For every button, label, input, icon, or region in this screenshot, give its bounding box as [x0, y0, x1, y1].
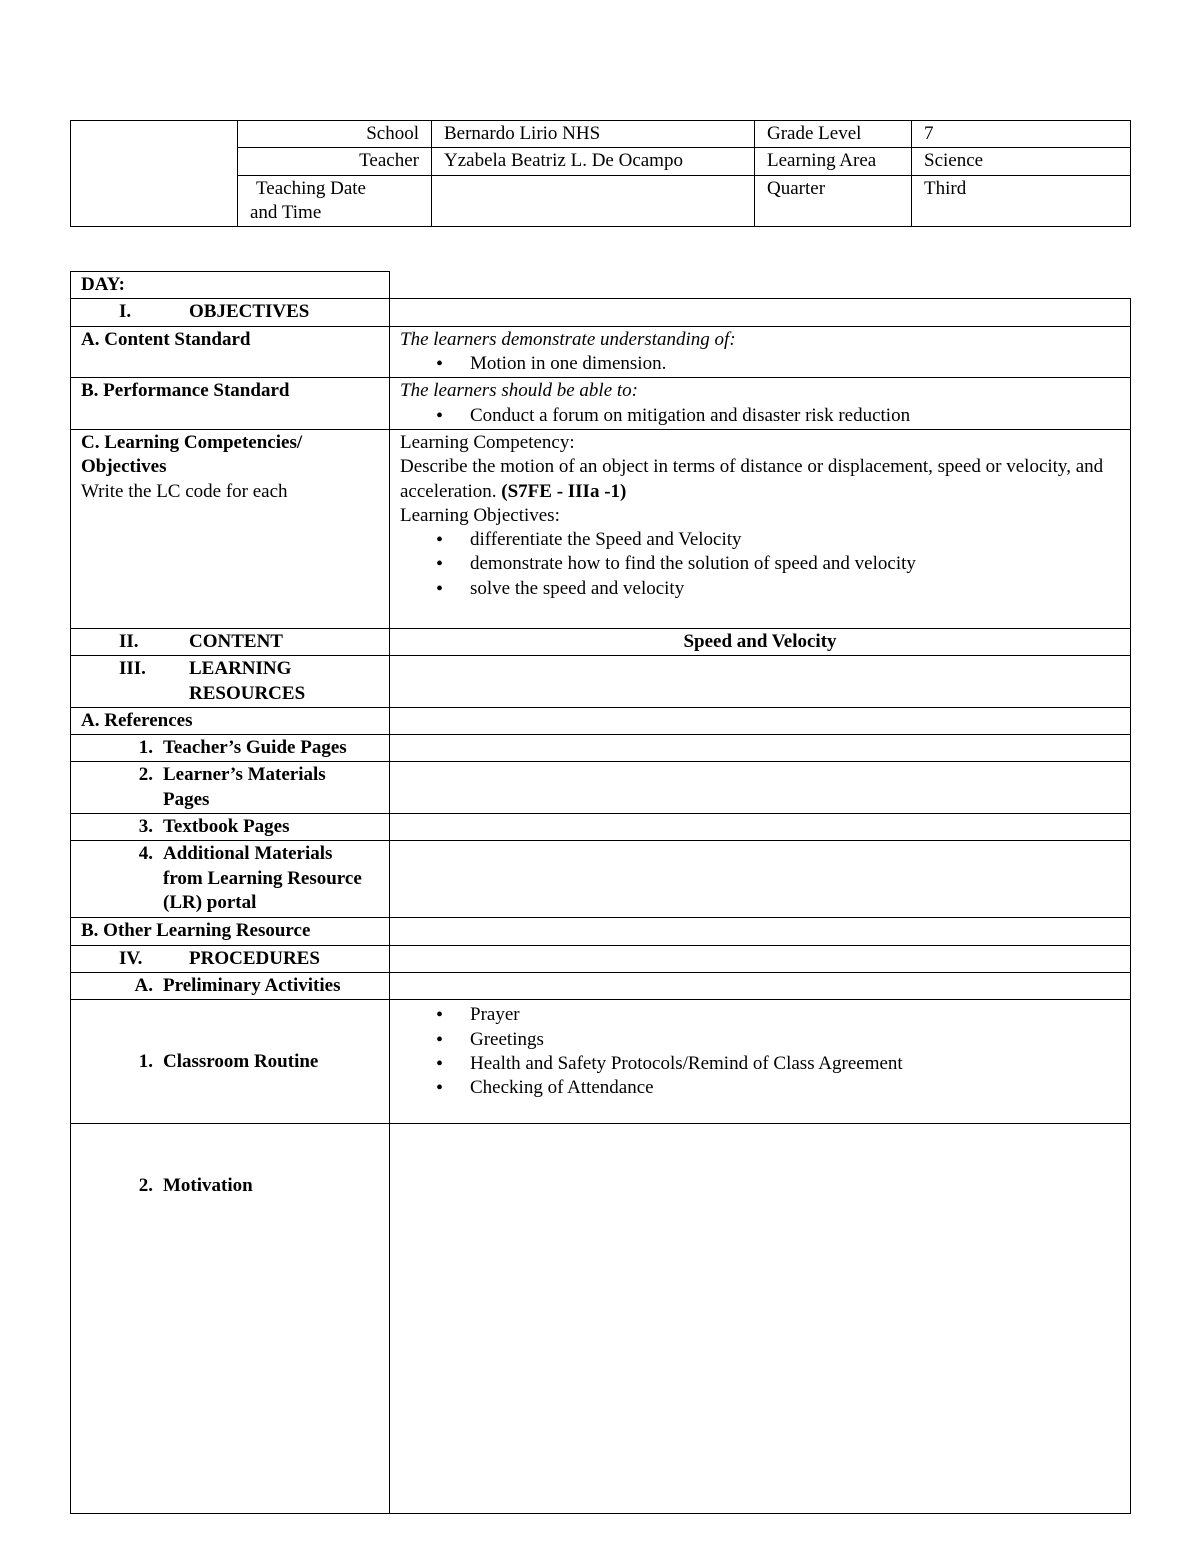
references-label: A. References [71, 707, 390, 734]
ref-label: Textbook Pages [163, 816, 290, 838]
ref-value-teachers-guide [390, 735, 1131, 762]
resources-label-line1: LEARNING [189, 658, 292, 680]
teaching-date-label [238, 175, 432, 227]
preliminary-value [390, 973, 1131, 1000]
content-standard-label: A. Content Standard [71, 326, 390, 378]
competencies-label-line3: Write the LC code for each [81, 480, 288, 502]
ref-value-textbook [390, 814, 1131, 841]
list-item: • differentiate the Speed and Velocity [400, 528, 1120, 552]
ref-label-line2: Pages [163, 788, 210, 810]
lesson-plan-table [70, 271, 1131, 1514]
ref-item-learners-materials [71, 762, 390, 814]
learning-objectives-list [400, 528, 1120, 601]
performance-standard-label: B. Performance Standard [71, 378, 390, 430]
lc-description [400, 455, 1120, 504]
content-standard-intro: The learners demonstrate understanding of: [400, 328, 736, 350]
quarter-value: Third [912, 175, 1131, 227]
lc-text: Describe the motion of an object in terms of distance or displacement, speed or velocity, and acceleration. [400, 456, 1104, 502]
competencies-label [71, 429, 390, 628]
lc-heading: Learning Competency: [400, 431, 575, 453]
ref-item-teachers-guide [71, 735, 390, 762]
performance-standard-list [400, 404, 1120, 428]
ref-item-additional-materials [71, 841, 390, 918]
motivation-num: 2. [138, 1175, 153, 1197]
procedures-num: IV. [119, 947, 143, 969]
references-value [390, 707, 1131, 734]
other-resource-label: B. Other Learning Resource [71, 918, 390, 945]
teacher-value: Yzabela Beatriz L. De Ocampo [432, 148, 755, 175]
grade-level-label: Grade Level [755, 121, 912, 148]
objectives-label: OBJECTIVES [189, 301, 310, 323]
header-table [70, 120, 1131, 227]
routine-label: Classroom Routine [163, 1050, 319, 1072]
ref-label: Teacher’s Guide Pages [163, 737, 347, 759]
performance-standard-intro: The learners should be able to: [400, 380, 639, 402]
resources-heading [71, 656, 390, 708]
objectives-value [390, 299, 1131, 326]
ref-num: 2. [138, 764, 153, 786]
content-standard-list [400, 352, 1120, 376]
preliminary-heading [71, 973, 390, 1000]
procedures-heading [71, 945, 390, 972]
list-item: • Greetings [400, 1028, 1120, 1052]
motivation-label-cell [71, 1124, 390, 1514]
ref-label-line3: (LR) portal [163, 892, 257, 913]
performance-standard-value [390, 378, 1131, 430]
preliminary-label: Preliminary Activities [163, 975, 341, 996]
school-label: School [238, 121, 432, 148]
other-resource-value [390, 918, 1131, 945]
ref-num: 4. [138, 843, 153, 865]
day-value [390, 272, 1131, 299]
routine-value [390, 1000, 1131, 1124]
learning-area-value: Science [912, 148, 1131, 175]
content-standard-value [390, 326, 1131, 378]
ref-label-line1: Learner’s Materials [163, 764, 326, 786]
content-num: II. [119, 630, 139, 652]
lc-code: (S7FE - IIIa -1) [501, 480, 627, 502]
content-value: Speed and Velocity [390, 628, 1131, 655]
routine-label-cell [71, 1000, 390, 1124]
teaching-date-label-line1: Teaching Date [256, 177, 366, 199]
resources-row [81, 657, 379, 706]
ref-item-textbook [71, 814, 390, 841]
ref-value-learners-materials [390, 762, 1131, 814]
teaching-date-value [432, 175, 755, 227]
objectives-heading [71, 299, 390, 326]
list-item: • Checking of Attendance [400, 1076, 1120, 1100]
teacher-label: Teacher [238, 148, 432, 175]
competencies-label-line1: C. Learning Competencies/ [81, 431, 303, 453]
list-item: • Health and Safety Protocols/Remind of Class Agreement [400, 1052, 1120, 1076]
motivation-label: Motivation [163, 1175, 253, 1197]
preliminary-num: A. [134, 975, 153, 996]
routine-num: 1. [138, 1050, 153, 1072]
ref-label [163, 842, 379, 915]
routine-list [400, 1003, 1120, 1100]
resources-label-line2: RESOURCES [189, 682, 306, 704]
grade-level-value: 7 [912, 121, 1131, 148]
ref-label-line2: from Learning Resource [163, 867, 362, 889]
resources-label [189, 657, 379, 706]
procedures-label: PROCEDURES [189, 947, 320, 969]
teaching-date-label-line2: and Time [250, 201, 322, 223]
list-item: • solve the speed and velocity [400, 577, 1120, 601]
ref-num: 3. [138, 816, 153, 838]
procedures-value [390, 945, 1131, 972]
resources-value [390, 656, 1131, 708]
competencies-label-line2: Objectives [81, 456, 167, 478]
header-blank-cell [71, 121, 238, 227]
ref-num: 1. [138, 737, 153, 759]
list-item: • Motion in one dimension. [400, 352, 1120, 376]
ref-label [163, 763, 379, 812]
list-item: • demonstrate how to find the solution of speed and velocity [400, 552, 1120, 576]
learning-area-label: Learning Area [755, 148, 912, 175]
day-label: DAY: [71, 272, 390, 299]
competencies-value [390, 429, 1131, 628]
objectives-num: I. [119, 301, 132, 323]
list-item: • Conduct a forum on mitigation and disaster risk reduction [400, 404, 1120, 428]
quarter-label: Quarter [755, 175, 912, 227]
lo-heading: Learning Objectives: [400, 504, 560, 526]
resources-num: III. [119, 658, 146, 680]
motivation-value [390, 1124, 1131, 1514]
ref-label-line1: Additional Materials [163, 843, 333, 865]
content-heading [71, 628, 390, 655]
ref-value-additional-materials [390, 841, 1131, 918]
school-value: Bernardo Lirio NHS [432, 121, 755, 148]
content-label: CONTENT [189, 630, 283, 652]
list-item: • Prayer [400, 1003, 1120, 1027]
